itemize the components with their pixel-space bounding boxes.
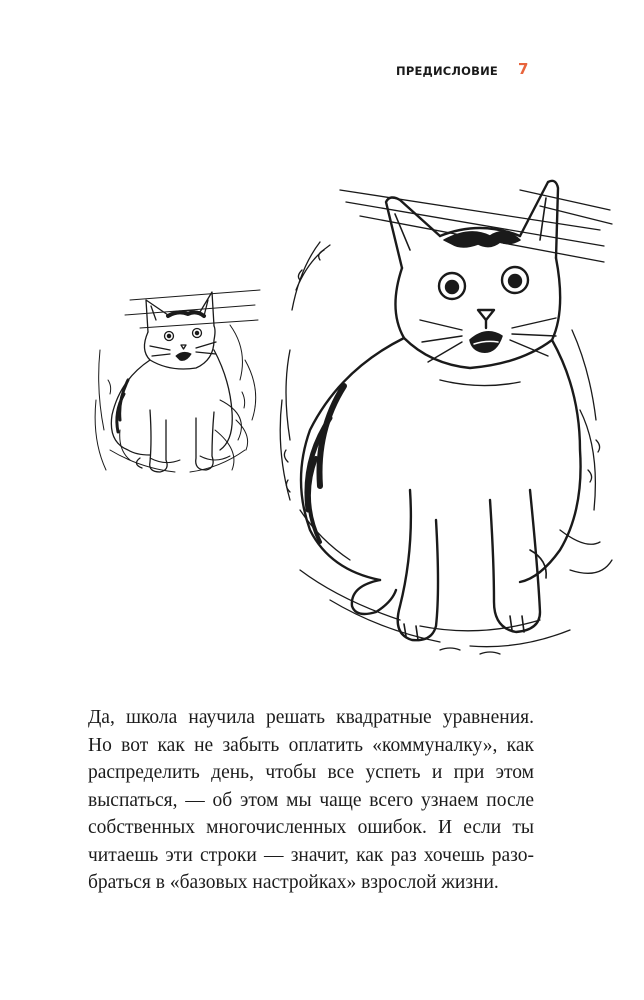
paragraph-line: читаешь эти строки — значит, как раз хочешь разо-: [88, 844, 534, 866]
paragraph-line: собственных многочисленных ошибок. И если ты: [88, 817, 534, 838]
body-paragraph: [88, 704, 534, 897]
paragraph-line: Но вот как не забыть оплатить «коммуналку», как: [88, 734, 534, 756]
paragraph-line: браться в «базовых настройках» взрослой жизни.: [88, 872, 499, 893]
paragraph-line: распределить день, чтобы все успеть и при этом: [88, 762, 534, 783]
small-cat: [111, 292, 232, 472]
running-head-section-title: ПРЕДИСЛОВИЕ: [396, 64, 498, 78]
page-number: 7: [518, 60, 529, 78]
paragraph-line: Да, школа научила решать квадратные уравнения.: [88, 707, 534, 728]
paragraph-line: выспаться, — об этом мы чаще всего узнаем после: [88, 789, 534, 811]
cat-illustration: [0, 150, 644, 670]
